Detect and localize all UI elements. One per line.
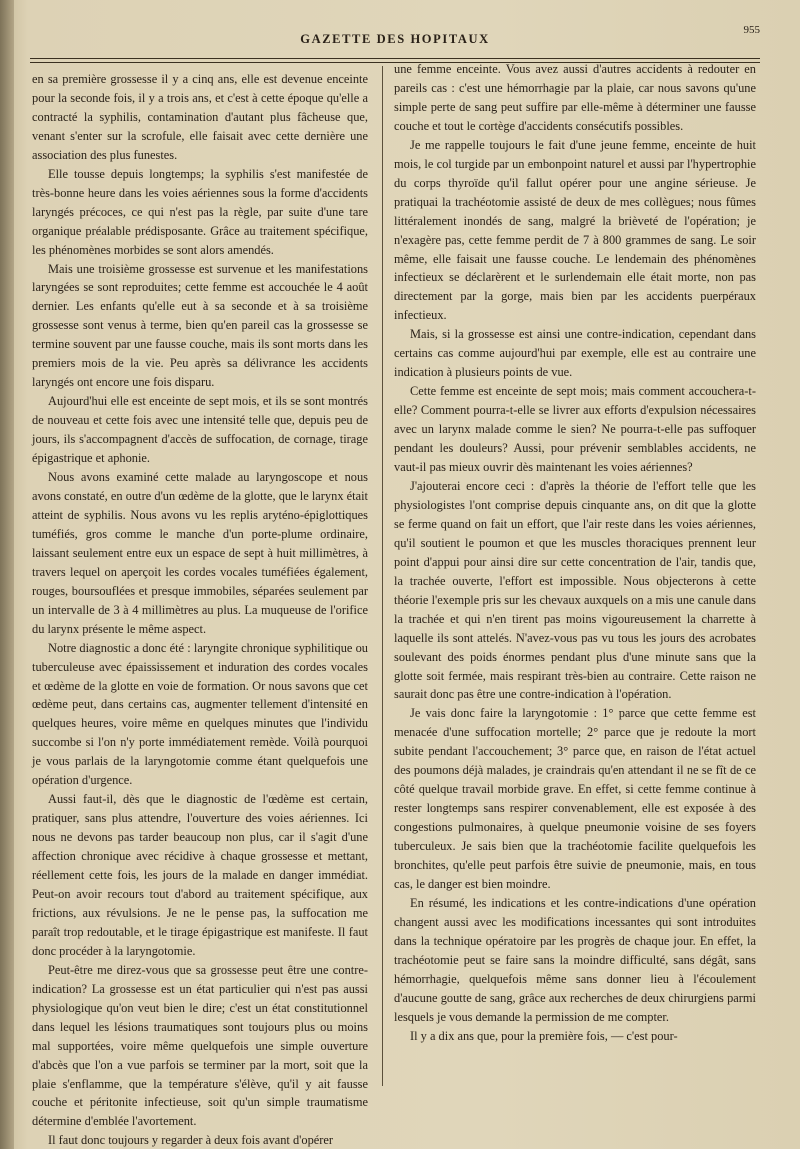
right-column [394, 60, 756, 1046]
paragraph: Mais une troisième grossesse est survenue et les manifestations laryngées se sont reproduites; cette femme est accouchée le 4 août dernier. Les enfants qu'elle eut à sa seconde et à sa troisième grossesse sont venus à terme, bien qu'en pareil cas la grossesse se termine souvent par une fausse couche, mais ils sont morts dans les premiers mois de la vie. Peu après sa délivrance les accidents laryngés ont encore une fois disparu. [32, 261, 368, 390]
paragraph: Peut-être me direz-vous que sa grossesse peut être une contre-indication? La grossesse est un état particulier qui n'est pas aussi physiologique qu'on veut bien le dire; c'est un état constitutionnel dans lequel les lésions traumatiques sont toujours plus ou moins mal supportées, voire même quelquefois une simple ouverture d'abcès que l'on a vue parfois se terminer par la mort, soit que la plaie s'enflamme, que la température s'élève, qu'il y ait fausse couche et péritonite infectieuse, soit qu'un simple traumatisme détermine d'emblée l'avortement. [32, 962, 368, 1129]
header-rule [30, 58, 760, 59]
paragraph: En résumé, les indications et les contre-indications d'une opération changent aussi avec les modifications incessantes qui sont introduites dans la technique opératoire par les progrès de chaque jour. En effet, la trachéotomie peut se faire sans la moindre difficulté, sans dégât, sans hémorrhagie, quelquefois même sans donner lieu à l'écoulement d'aucune goutte de sang, grâce aux recherches de deux chirurgiens parmi lesquels je vous demande la permission de me compter. [394, 895, 756, 1024]
paragraph: en sa première grossesse il y a cinq ans, elle est devenue enceinte pour la seconde fois, il y a trois ans, et c'est à cette époque qu'elle a contracté la syphilis, contamination d'autant plus fâcheuse que, venant s'enter sur la scrofule, elle faisait avec cette dernière une association des plus funestes. [32, 72, 368, 162]
paragraph: J'ajouterai encore ceci : d'après la théorie de l'effort telle que les physiologistes l'ont comprise depuis cinquante ans, on dit que la glotte se ferme quand on fait un effort, que l'air reste dans les voies aériennes, qu'il soutient le poumon et que les muscles thoraciques prennent leur point d'appui pour ainsi dire sur cette concentration de l'air, tandis que, la trachée ouverte, l'effort est impossible. Nous objecterons à cette théorie l'exemple pris sur les chevaux auxquels on a mis une canule dans la trachée et qui n'en tirent pas moins vigoureusement la charrette à laquelle ils sont attelés. N'avez-vous pas vu tous les jours des acrobates soulevant des poids énormes pendant plus d'une minute sans que la glotte soit fermée, mais respirant très-bien au contraire. Cette raison ne saurait donc pas être une contre-indication à l'opération. [394, 478, 756, 702]
paragraph: Aussi faut-il, dès que le diagnostic de l'œdème est certain, pratiquer, sans plus attendre, l'ouverture des voies aériennes. Ici nous ne devons pas tarder beaucoup non plus, car il s'agit d'une affection chronique avec récidive à chaque grossesse et mettant, réellement cette fois, les jours de la malade en danger immédiat. Peut-on avoir recours tout d'abord au traitement spécifique, aux frictions, aux révulsions. Je ne le pense pas, la suffocation me paraît trop redoutable, et le tirage épigastrique est manifeste. Il faut donc procéder à la laryngotomie. [32, 792, 368, 958]
paragraph: Notre diagnostic a donc été : laryngite chronique syphilitique ou tuberculeuse avec épaississement et induration des cordes vocales et œdème de la glotte en voie de formation. Or nous savons que cet œdème peut, dans certains cas, augmenter tellement d'intensité en quelques heures, voire même en quelques minutes que l'individu succombe si l'on n'y porte immédiatement remède. Voilà pourquoi je vous parlais de la laryngotomie comme étant quelquefois une opération d'urgence. [32, 640, 368, 788]
column-divider [382, 66, 383, 1086]
paragraph: Je me rappelle toujours le fait d'une jeune femme, enceinte de huit mois, le col turgide par un embonpoint naturel et aussi par l'hypertrophie du corps thyroïde qu'il fallut opérer pour une angine sérieuse. Je pratiquai la trachéotomie assisté de deux de mes collègues; nous fûmes littéralement inondés de sang, malgré la brièveté de l'opération; je n'exagère pas, cette femme perdit de 7 à 800 grammes de sang. Le soir même, elle faisait une fausse couche. Le lendemain des phénomènes infectieux se déclarèrent et le surlendemain elle était morte, non pas directement par la gorge, mais bien par les accidents puerpéraux infectieux. [394, 137, 756, 323]
paragraph: Elle tousse depuis longtemps; la syphilis s'est manifestée de très-bonne heure dans les voies aériennes sous la forme d'accidents laryngés précoces, ce qui n'est pas la règle, par suite d'une tare organique préalable prédisposante. Grâce au traitement spécifique, les phénomènes morbides se sont alors amendés. [32, 166, 368, 257]
page-binding-shadow [0, 0, 14, 1149]
paragraph: Mais, si la grossesse est ainsi une contre-indication, cependant dans certains cas comme aujourd'hui par exemple, elle est au contraire une indication à plusieurs points de vue. [394, 327, 756, 380]
paragraph: une femme enceinte. Vous avez aussi d'autres accidents à redouter en pareils cas : c'est une hémorrhagie par la plaie, car nous savons qu'une simple perte de sang peut suffire par elle-même à déterminer une fausse couche et tout le cortège d'accidents consécutifs possibles. [394, 62, 756, 133]
paragraph: Je vais donc faire la laryngotomie : 1° parce que cette femme est menacée d'une suffocation mortelle; 2° parce que je redoute la mort subite pendant l'accouchement; 3° parce que, en raison de l'état actuel des poumons déjà malades, je craindrais qu'en attendant il ne se fît de ce côté quelque travail morbide grave. En effet, si cette femme continue à rester longtemps sans respirer convenablement, elle est exposée à des congestions pulmonaires, à quelque pneumonie voisine de ses foyers tuberculeux. Je sais bien que la trachéotomie facilite quelquefois les bronchites, qu'elle peut parfois être suivie de pneumonie, mais, en tous cas, le danger est bien moindre. [394, 706, 756, 891]
page-number: 955 [743, 24, 760, 36]
paragraph: Aujourd'hui elle est enceinte de sept mois, et ils se sont montrés de nouveau et cette fois avec une intensité telle que, depuis peu de jours, ils s'accompagnent d'accès de suffocation, de cornage, tirage épigastrique et aphonie. [32, 394, 368, 466]
paragraph: Il y a dix ans que, pour la première fois, — c'est pour- [410, 1028, 678, 1043]
page-header [30, 22, 760, 52]
page-title: GAZETTE DES HOPITAUX [300, 32, 490, 46]
paragraph: Nous avons examiné cette malade au laryngoscope et nous avons constaté, en outre d'un œdème de la glotte, que le larynx était atteint de syphilis. Nous avons vu les replis aryténo-épiglottiques tuméfiés, gros comme le manche d'un porte-plume ordinaire, laissant seulement entre eux un espace de sept à huit millimètres, à travers lequel on aperçoit les cordes vocales tuméfiées également, rouges, boursouflées et presque immobiles, séparées seulement par un intervalle de 3 à 4 millimètres au plus. La muqueuse de l'orifice du larynx présente le même aspect. [32, 470, 368, 636]
left-column [32, 70, 368, 1149]
paragraph: Il faut donc toujours y regarder à deux fois avant d'opérer [48, 1133, 334, 1148]
paragraph: Cette femme est enceinte de sept mois; mais comment accouchera-t-elle? Comment pourra-t-elle se livrer aux efforts d'expulsion nécessaires avec un larynx malade comme le sien? Ne pourra-t-elle pas suffoquer pendant les douleurs? Aussi, pour prévenir semblables accidents, ne vaut-il pas mieux ouvrir dès maintenant les voies aériennes? [394, 384, 756, 475]
